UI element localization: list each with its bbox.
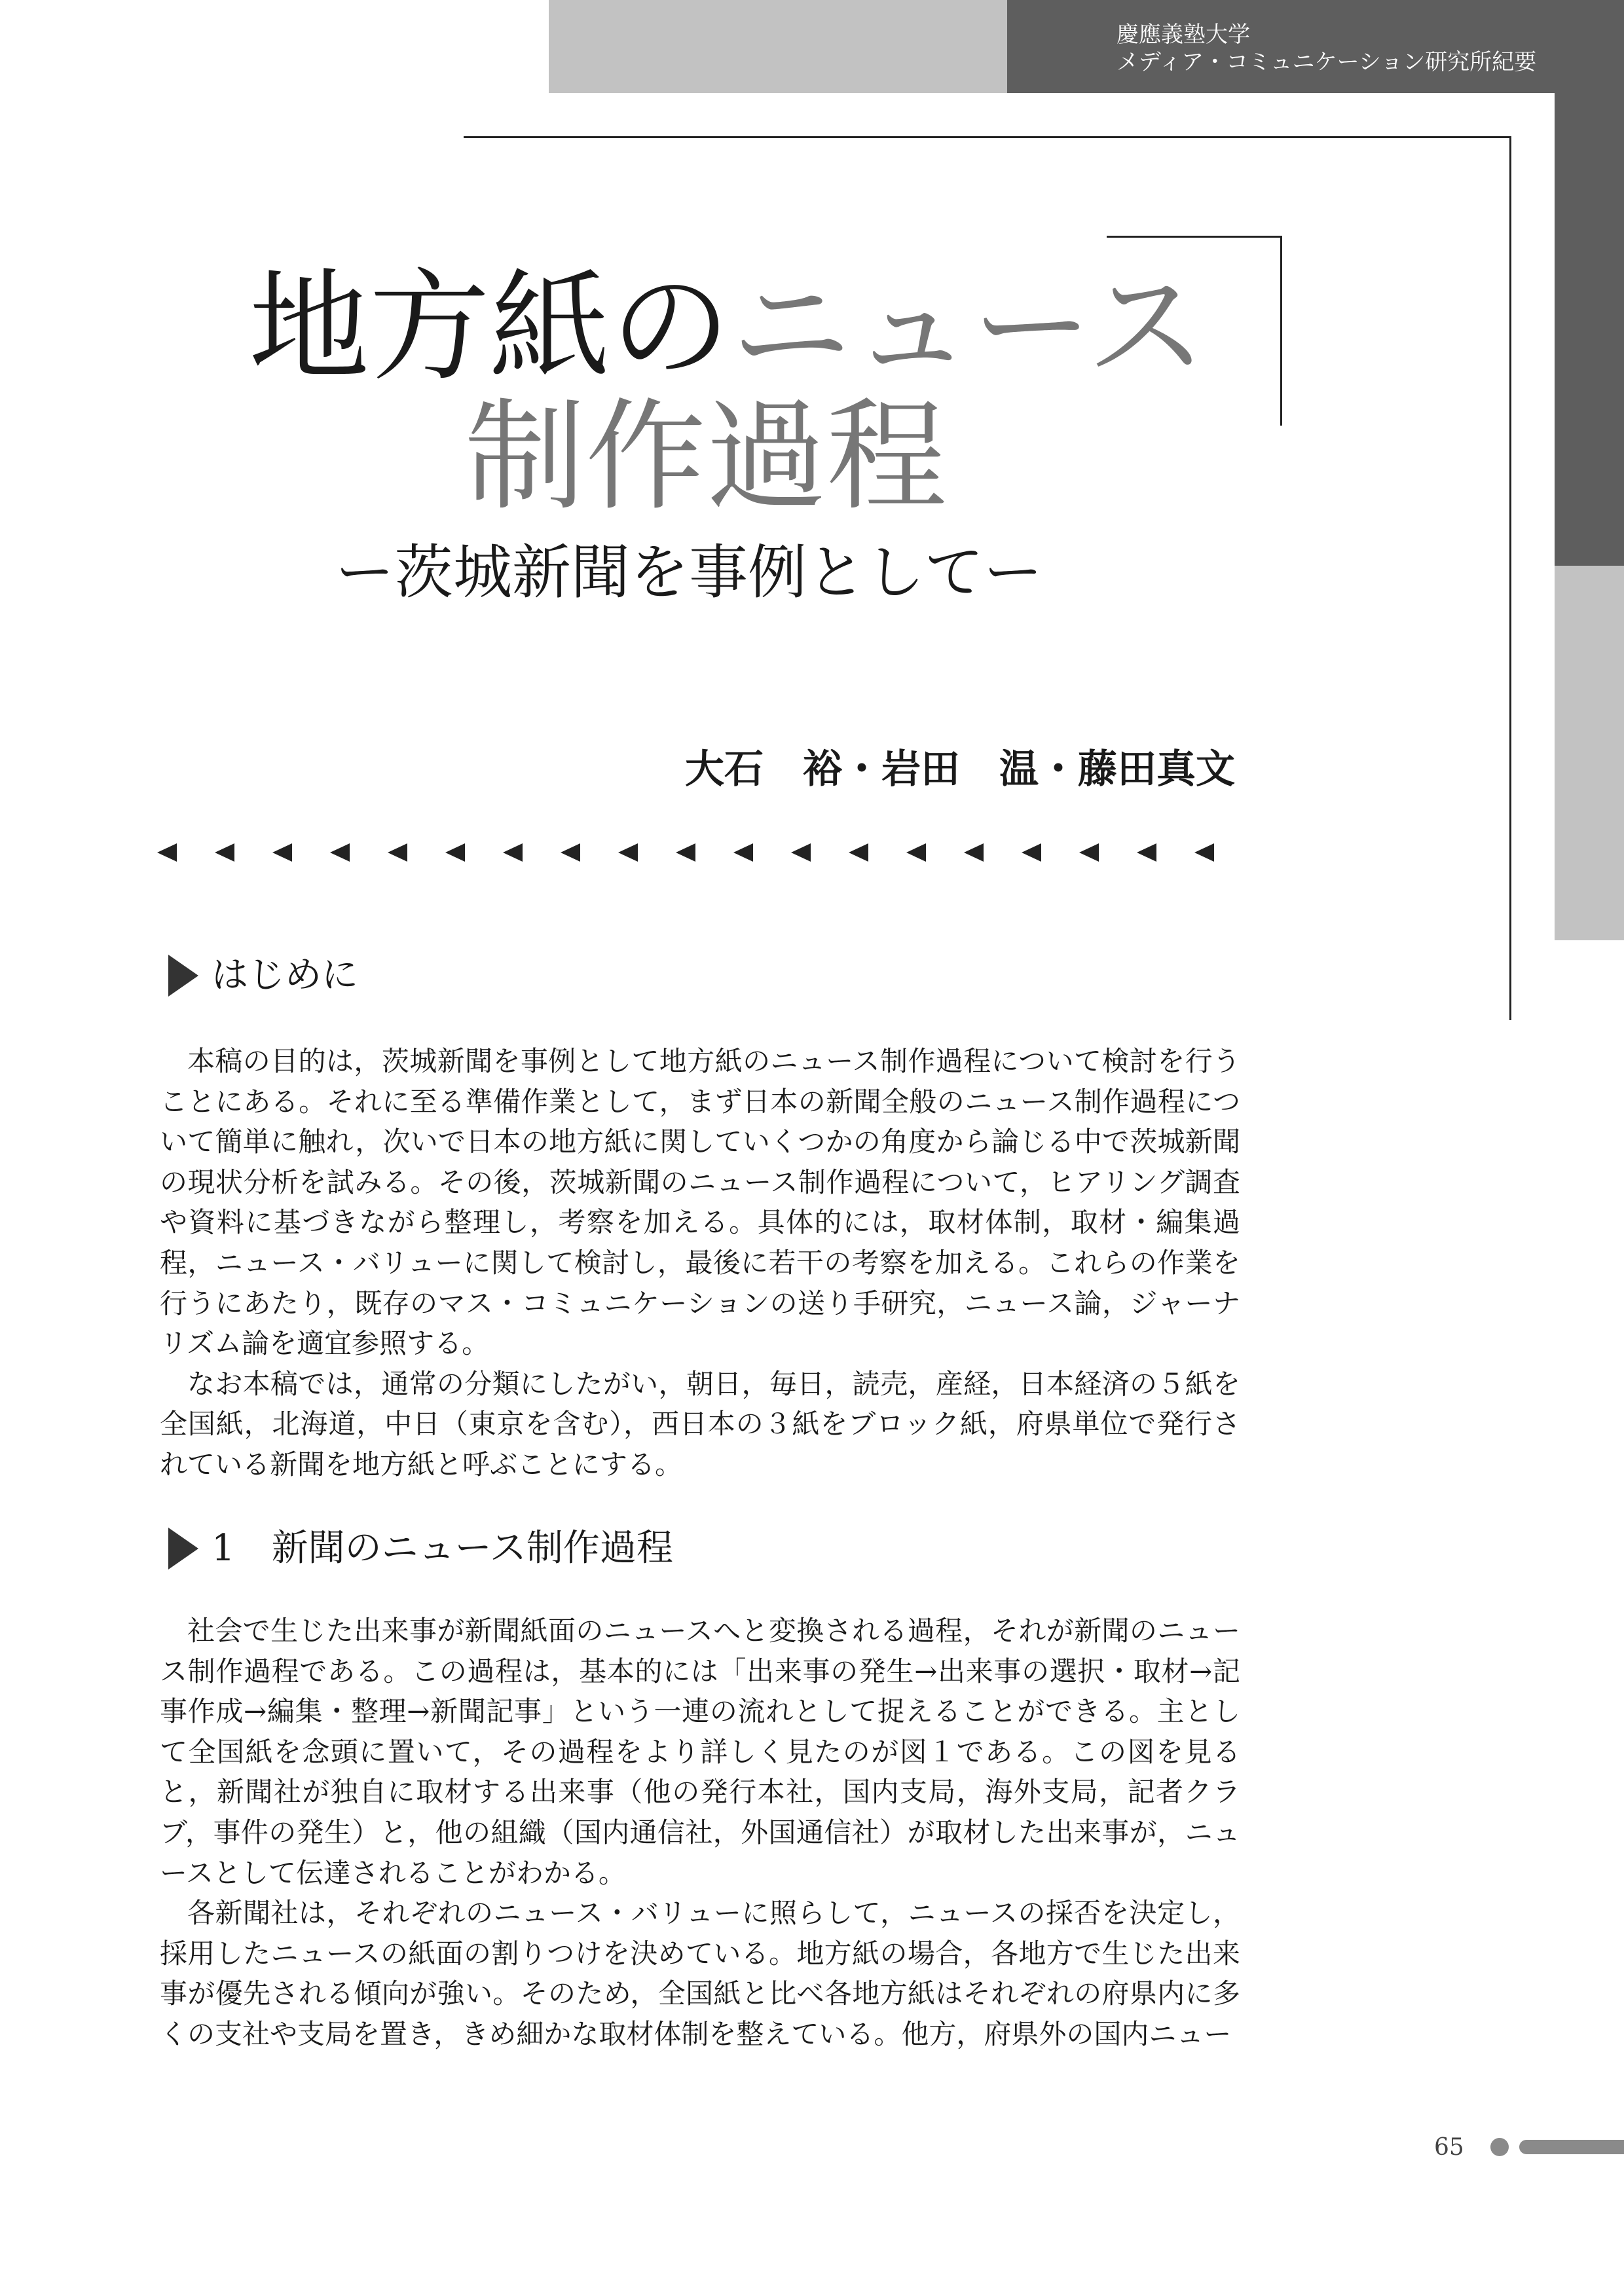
side-band-light [1555,566,1624,940]
section1-body [160,1611,1240,2055]
title-line1-black: 地方紙の [249,257,731,397]
paragraph: なお本稿では，通常の分類にしたがい，朝日，毎日，読売，産経，日本経済の５紙を全国紙，北海道，中日（東京を含む），西日本の３紙をブロック紙，府県単位で発行されている新聞を地方紙と呼ぶことにする。 [160,1367,1240,1480]
paragraph: 各新聞社は，それぞれのニュース・バリューに照らして，ニュースの採否を決定し，採用したニュースの紙面の割りつけを決めている。地方紙の場合，各地方で生じた出来事が優先される傾向が強い。そのため，全国紙と比べ各地方紙はそれぞれの府県内に多くの支社や支局を置き，きめ細かな取材体制を整えている。他方，府県外の国内ニュー [160,1897,1240,2050]
section-heading-text: 新聞のニュース制作過程 [271,1527,673,1570]
section-heading-intro [168,953,358,999]
frame-top-line [464,136,1511,138]
header-band-light [549,0,1007,93]
journal-name-line1: 慶應義塾大学 [1116,22,1250,48]
section-triangle-icon [168,1528,198,1570]
paragraph: 社会で生じた出来事が新聞紙面のニュースへと変換される過程，それが新聞のニュース制作過程である。この過程は，基本的には「出来事の発生→出来事の選択・取材→記事作成→編集・整理→新聞記事」という一連の流れとして捉えることができる。主として全国紙を念頭に置いて，その過程をより詳しく見たのが図１である。この図を見ると，新聞社が独自に取材する出来事（他の発行本社，国内支局，海外支局，記者クラブ，事件の発生）と，他の組織（国内通信社，外国通信社）が取材した出来事が，ニュースとして伝達されることがわかる。 [160,1615,1240,1889]
section-number: 1 [212,1527,235,1570]
footer-dot [1490,2138,1509,2156]
triangle-divider-icon [157,839,1238,866]
title-line1-gray: ニュース [731,257,1207,397]
journal-name-line2: メディア・コミュニケーション研究所紀要 [1116,49,1537,75]
section-heading-text: はじめに [212,954,358,997]
section-heading-1 [168,1526,673,1571]
title-corner-horizontal [1107,236,1282,238]
triangle-divider [157,839,1238,866]
section-triangle-icon [168,955,198,997]
frame-right-line [1509,136,1511,1020]
paragraph: 本稿の目的は，茨城新聞を事例として地方紙のニュース制作過程について検討を行うことにある。それに至る準備作業として，まず日本の新聞全般のニュース制作過程について簡単に触れ，次いで日本の地方紙に関していくつかの角度から論じる中で茨城新聞の現状分析を試みる。その後，茨城新聞のニュース制作過程について，ヒアリング調査や資料に基づきながら整理し，考察を加える。具体的には，取材体制，取材・編集過程，ニュース・バリューに関して検討し，最後に若干の考察を加える。これらの作業を行うにあたり，既存のマス・コミュニケーションの送り手研究，ニュース論，ジャーナリズム論を適宜参照する。 [160,1045,1240,1360]
authors: 大石 裕・岩田 温・藤田真文 [685,746,1235,792]
subtitle: ー茨城新聞を事例としてー [335,538,1043,607]
side-band-dark [1555,93,1624,566]
title-line1 [249,257,1297,397]
title-line2: 制作過程 [465,387,948,527]
footer-bar [1519,2140,1624,2154]
journal-name [1116,21,1614,76]
intro-body [160,1041,1240,1485]
page-number: 65 [1434,2134,1464,2161]
